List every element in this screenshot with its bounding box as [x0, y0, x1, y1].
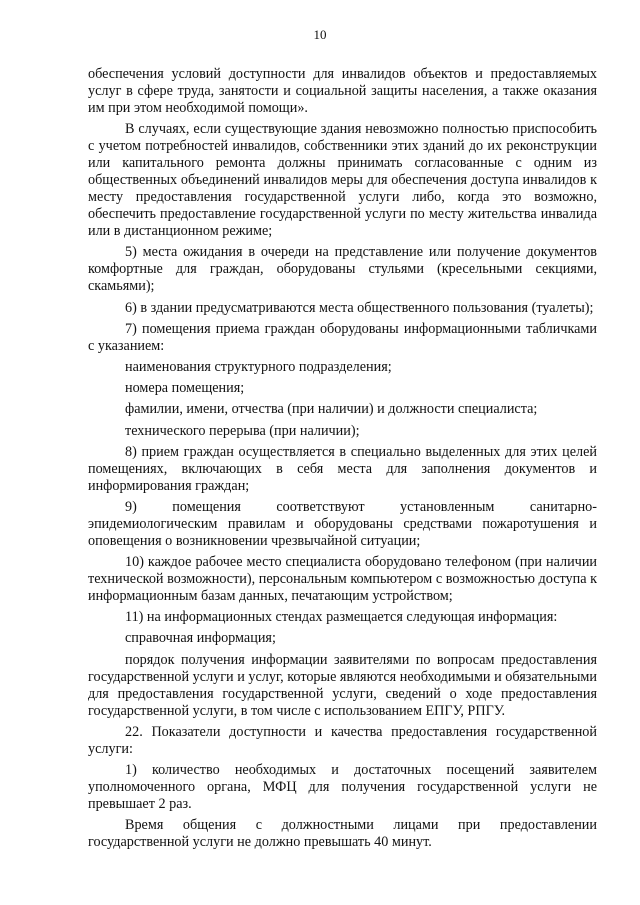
- paragraph: справочная информация;: [125, 630, 276, 647]
- paragraph: наименования структурного подразделения;: [125, 358, 392, 375]
- paragraph: 1) количество необходимых и достаточных посещений заявителем уполномоченного органа, МФЦ для получения государственной услуги не превышает 2 раз.: [88, 762, 597, 812]
- paragraph: 6) в здании предусматриваются места общественного пользования (туалеты);: [125, 299, 594, 316]
- page-number: 10: [313, 27, 327, 42]
- paragraph: 22. Показатели доступности и качества предоставления государственной услуги:: [88, 723, 597, 757]
- paragraph: 8) прием граждан осуществляется в специально выделенных для этих целей помещениях, включающих в себя места для заполнения документов и информирования граждан;: [88, 443, 597, 494]
- paragraph: 5) места ожидания в очереди на представление или получение документов комфортные для граждан, оборудованы стульями (кресельными секциями, скамьями);: [88, 244, 597, 295]
- paragraph: 7) помещения приема граждан оборудованы информационными табличками с указанием:: [88, 320, 597, 354]
- paragraph: В случаях, если существующие здания невозможно полностью приспособить с учетом потребностей инвалидов, собственники этих зданий до их реконструкции или капитального ремонта должны принимать согласованные с одним из общественных объединений инвалидов меры для обеспечения доступа инвалидов к месту предоставления государственной услуги либо, когда это возможно, обеспечить предоставление государственной услуги по месту жительства инвалида или в дистанционном режиме;: [88, 121, 597, 240]
- paragraph: 9) помещения соответствуют установленным санитарно-эпидемиологическим правилам и оборудованы средствами пожаротушения и оповещения о возникновении чрезвычайной ситуации;: [88, 498, 597, 549]
- paragraph: номера помещения;: [125, 380, 245, 397]
- paragraph: Время общения с должностными лицами при предоставлении государственной услуги не должно превышать 40 минут.: [88, 817, 597, 851]
- paragraph: 10) каждое рабочее место специалиста оборудовано телефоном (при наличии технической возможности), персональным компьютером с возможностью доступа к информационным базам данных, печатающим устройством;: [88, 554, 597, 605]
- document-body: [88, 66, 597, 855]
- paragraph: фамилии, имени, отчества (при наличии) и должности специалиста;: [125, 401, 538, 418]
- paragraph: 11) на информационных стендах размещается следующая информация:: [125, 609, 558, 626]
- paragraph: порядок получения информации заявителями по вопросам предоставления государственной услуги и услуг, которые являются необходимыми и обязательными для предоставления государственной услуги, сведений о ходе предоставления государственной услуги, в том числе с использованием ЕПГУ, РПГУ.: [88, 651, 597, 719]
- paragraph: технического перерыва (при наличии);: [125, 422, 360, 439]
- paragraph: обеспечения условий доступности для инвалидов объектов и предоставляемых услуг в сфере труда, занятости и социальной защиты населения, а также оказания им при этом необходимой помощи».: [88, 66, 597, 116]
